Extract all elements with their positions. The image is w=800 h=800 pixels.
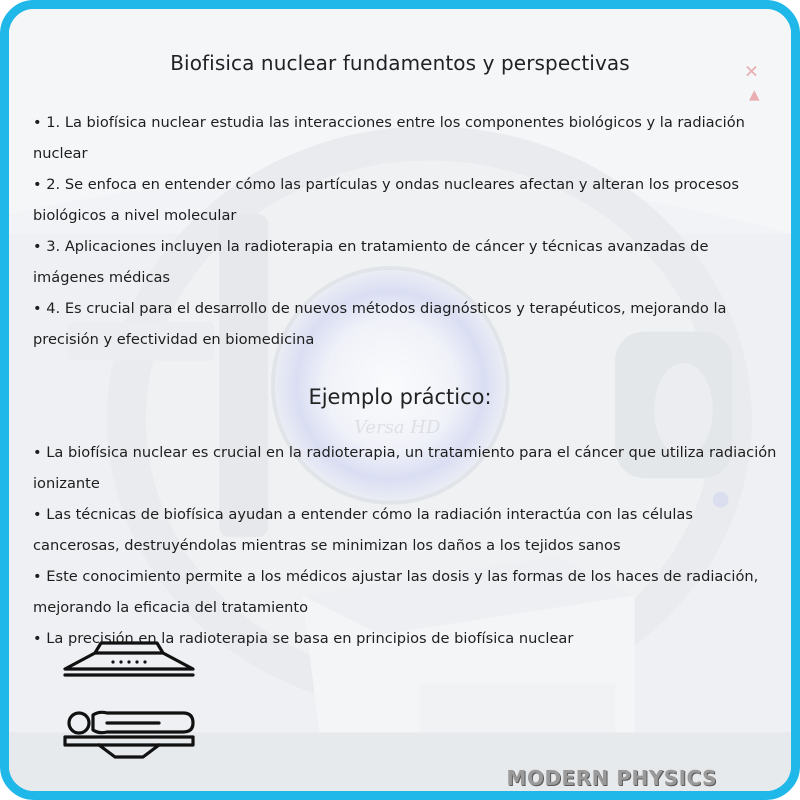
content (9, 9, 791, 791)
list-item: • 2. Se enfoca en entender cómo las partículas y ondas nucleares afectan y alteran los procesos biológicos a nivel molecular (33, 169, 783, 231)
list-item: • Este conocimiento permite a los médicos ajustar las dosis y las formas de los haces de radiación, mejorando la eficacia del tratamiento (33, 561, 783, 623)
list-item: • Las técnicas de biofísica ayudan a entender cómo la radiación interactúa con las células cancerosas, destruyéndolas mientras se minimizan los daños a los tejidos sanos (33, 499, 783, 561)
example-list (33, 437, 783, 654)
list-item: • 1. La biofísica nuclear estudia las interacciones entre los componentes biológicos y la radiación nuclear (33, 107, 783, 169)
brand-logo: MODERN PHYSICS (506, 766, 717, 790)
radiotherapy-patient-icon (59, 631, 209, 761)
list-item: • 4. Es crucial para el desarrollo de nuevos métodos diagnósticos y terapéuticos, mejorando la precisión y efectividad en biomedicina (33, 293, 783, 355)
example-heading: Ejemplo práctico: (308, 385, 492, 409)
list-item: • 3. Aplicaciones incluyen la radioterapia en tratamiento de cáncer y técnicas avanzadas de imágenes médicas (33, 231, 783, 293)
list-item: • La precisión en la radioterapia se basa en principios de biofísica nuclear (33, 623, 783, 654)
key-points-list (33, 107, 783, 355)
list-item: • La biofísica nuclear es crucial en la radioterapia, un tratamiento para el cáncer que utiliza radiación ionizante (33, 437, 783, 499)
page-title: Biofisica nuclear fundamentos y perspectivas (170, 51, 630, 75)
